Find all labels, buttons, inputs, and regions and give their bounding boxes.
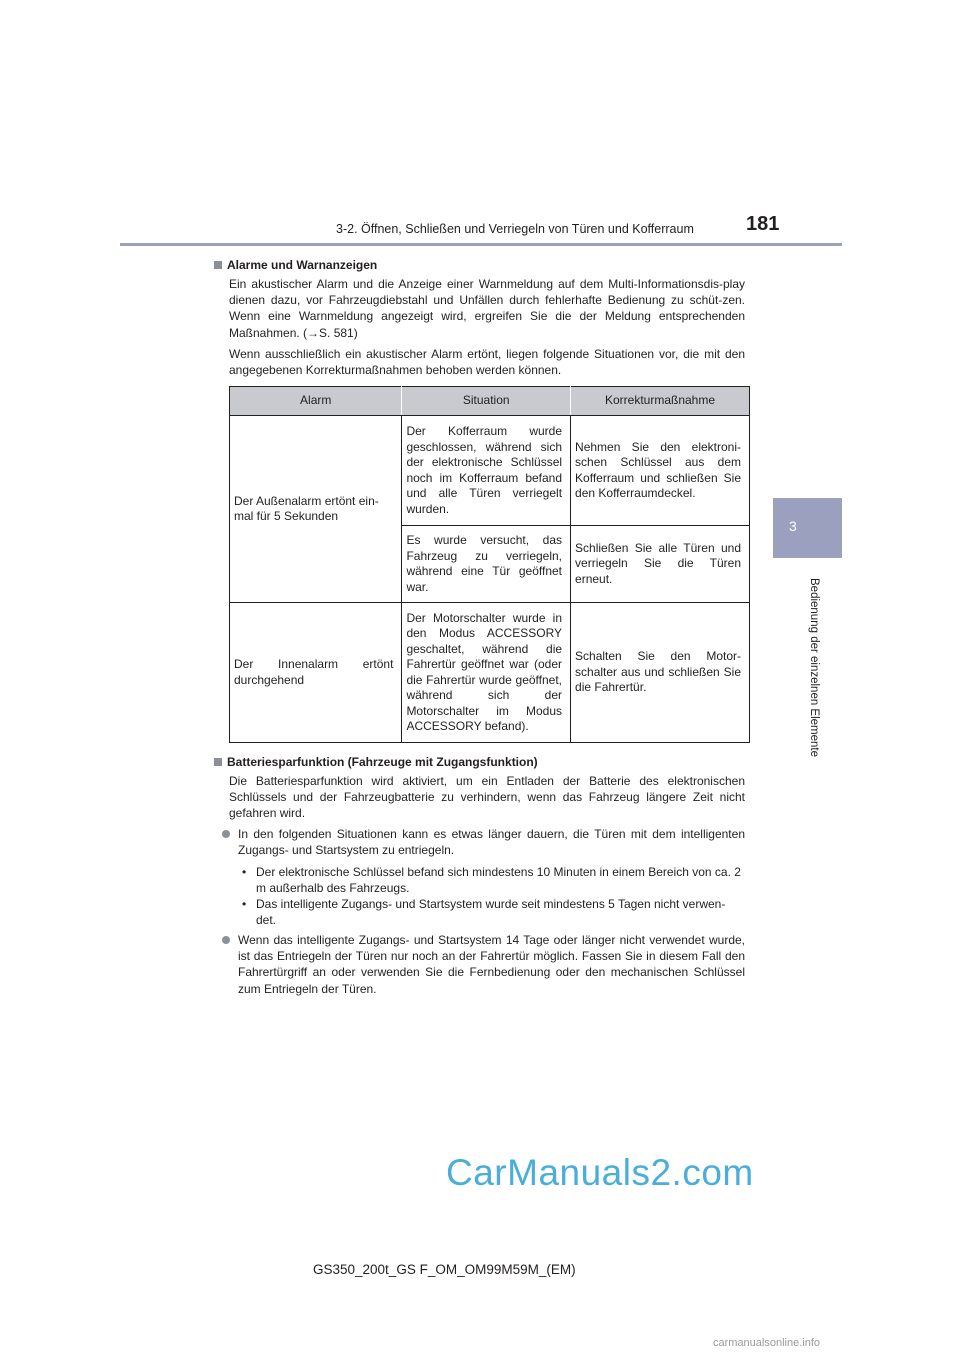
sub-list-item-text: Das intelligente Zugangs- und Startsystem wurde seit mindestens 5 Tagen nicht verwen-det. — [256, 897, 726, 928]
table-cell-action: Schließen Sie alle Türen und verriegeln Sie die Türen erneut. — [571, 526, 750, 603]
heading-text: Alarme und Warnanzeigen — [227, 258, 378, 272]
square-bullet-icon — [214, 261, 222, 269]
section-heading-battery — [214, 755, 538, 769]
alarm-table — [229, 386, 750, 743]
chapter-tab — [773, 498, 842, 558]
table-header-action: Korrekturmaßnahme — [571, 387, 750, 416]
section-heading-alarms — [214, 258, 377, 272]
circle-bullet-icon — [222, 830, 230, 838]
battery-paragraph: Die Batteriesparfunktion wird aktiviert, um ein Entladen der Batterie des elektronischen Schlüssels und der Fahrzeugbatterie zu verhindern, wenn das Fahrzeug längere Zeit nicht gefahren wird. — [229, 774, 745, 821]
sub-bullet-marker: • — [242, 865, 247, 879]
sub-bullet-marker: • — [242, 897, 247, 911]
header-rule — [120, 243, 842, 246]
table-header-alarm: Alarm — [230, 387, 402, 416]
manual-code: GS350_200t_GS F_OM_OM99M59M_(EM) — [313, 1262, 576, 1277]
alarms-paragraph-1: Ein akustischer Alarm und die Anzeige einer Warnmeldung auf dem Multi-Informationsdis-play dienen dazu, vor Fahrzeugdiebstahl und Unfällen durch fehlerhafte Bedienung zu schüt-zen. Wenn eine Warnmeldung angezeigt wird, ergreifen Sie die der Meldung entsprechenden Maßnahmen. (→S. 581) — [229, 277, 745, 340]
table-cell-situation: Es wurde versucht, das Fahrzeug zu verriegeln, während eine Tür geöffnet war. — [402, 526, 571, 603]
sub-list-item-text: Der elektronische Schlüssel befand sich mindestens 10 Minuten in einem Bereich von ca. 2 m außerhalb des Fahrzeugs. — [256, 865, 741, 896]
table-row — [230, 416, 750, 526]
list-item — [222, 826, 745, 858]
square-bullet-icon — [214, 758, 222, 766]
table-header-row — [230, 387, 750, 416]
table-cell-alarm: Der Innenalarm ertönt durchgehend — [230, 603, 402, 743]
running-header-title: 3-2. Öffnen, Schließen und Verriegeln von Türen und Kofferraum — [336, 222, 694, 236]
chapter-number: 3 — [789, 518, 797, 534]
table-cell-alarm: Der Außenalarm ertönt ein-mal für 5 Sekunden — [230, 416, 402, 603]
circle-bullet-icon — [222, 936, 230, 944]
table-cell-action: Schalten Sie den Motor-schalter aus und schließen Sie die Fahrertür. — [571, 603, 750, 743]
page-number: 181 — [746, 213, 780, 235]
list-item — [222, 932, 745, 997]
list-item-text: In den folgenden Situationen kann es etwas länger dauern, die Türen mit dem intelligenten Zugangs- und Startsystem zu entriegeln. — [238, 827, 745, 858]
table-cell-situation: Der Motorschalter wurde in den Modus ACCESSORY geschaltet, während die Fahrertür geöffnet war (oder die Fahrertür wurde geöffnet, während sich der Motorschalter im Modus ACCESSORY befand). — [402, 603, 571, 743]
table-cell-action: Nehmen Sie den elektroni-schen Schlüssel aus dem Kofferraum und schließen Sie den Kofferraumdeckel. — [571, 416, 750, 526]
list-item-text: Wenn das intelligente Zugangs- und Startsystem 14 Tage oder länger nicht verwendet wurde, ist das Entriegeln der Türen nur noch an der Fahrertür möglich. Fassen Sie in diesem Fall den Fahrertürgriff an oder verwenden Sie die Fernbedienung oder den mechanischen Schlüssel zum Entriegeln der Türen. — [238, 933, 745, 996]
watermark-logo: CarManuals2.com — [446, 1152, 754, 1193]
heading-text: Batteriesparfunktion (Fahrzeuge mit Zugangsfunktion) — [227, 755, 538, 769]
site-url: carmanualsonline.info — [713, 1337, 821, 1349]
sub-list-item — [242, 896, 745, 928]
table-header-situation: Situation — [402, 387, 571, 416]
table-row — [230, 603, 750, 743]
alarms-paragraph-2: Wenn ausschließlich ein akustischer Alarm ertönt, liegen folgende Situationen vor, die mit den angegebenen Korrekturmaßnahmen behoben werden können. — [229, 347, 745, 378]
sub-list-item — [242, 864, 745, 896]
chapter-title-vertical: Bedienung der einzelnen Elemente — [808, 578, 820, 758]
table-cell-situation: Der Kofferraum wurde geschlossen, während sich der elektronische Schlüssel noch im Kofferraum befand und alle Türen verriegelt wurden. — [402, 416, 571, 526]
